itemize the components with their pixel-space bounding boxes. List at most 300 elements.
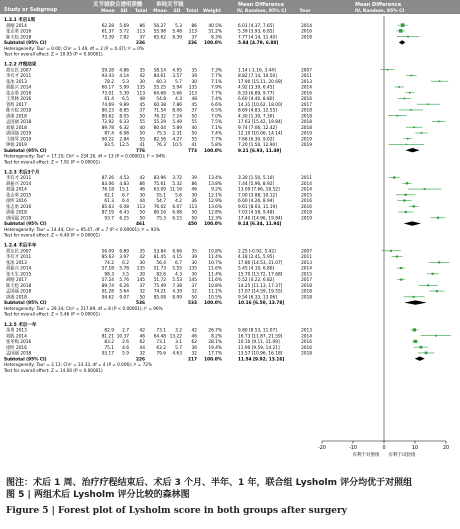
exp-sd: 5.39 xyxy=(119,91,129,97)
header-sd: SD xyxy=(120,9,128,14)
study-name: 唐朋 2018 xyxy=(6,210,27,216)
subtotal-ctl-total: 773 xyxy=(188,148,197,154)
study-weight: 7.4% xyxy=(211,131,222,137)
exp-mean: 82.9 xyxy=(104,328,114,334)
ctl-mean: 76.32 xyxy=(153,114,166,120)
study-marker xyxy=(413,296,415,298)
overall-test: Test for overall effect: Z = 6.40 (P < 0.00001) xyxy=(4,232,100,238)
study-weight: 51.2% xyxy=(208,29,222,35)
study-name: 张志勇 2016 xyxy=(6,204,32,210)
exp-total: 37 xyxy=(139,283,145,289)
study-ci: 1.14 [-1.16, 3.44] xyxy=(238,68,276,74)
exp-total: 30 xyxy=(139,193,145,199)
study-year: 2013 xyxy=(301,260,312,266)
ctl-total: 35 xyxy=(191,68,197,74)
study-weight: 28.1% xyxy=(208,340,222,345)
overall-test: Test for overall effect: Z = 14.00 (P < 0.00001) xyxy=(4,367,103,373)
study-year: 2018 xyxy=(301,295,312,301)
exp-total: 41 xyxy=(139,143,145,149)
study-marker xyxy=(424,188,426,190)
ctl-mean: 60.3 xyxy=(156,79,166,85)
study-marker xyxy=(400,279,402,281)
ctl-sd: 5.94 xyxy=(172,85,182,91)
ctl-mean: 82.56 xyxy=(153,137,166,143)
ctl-sd: 5.53 xyxy=(172,278,182,284)
ctl-total: 86 xyxy=(191,181,197,187)
subtotal-ctl-total: 533 xyxy=(188,301,197,307)
ctl-sd: 3.2 xyxy=(175,328,182,334)
study-marker xyxy=(432,273,434,275)
ctl-total: 50 xyxy=(191,295,197,301)
exp-total: 37 xyxy=(139,35,145,41)
ctl-sd: 2.31 xyxy=(172,131,182,137)
subtotal-ctl-total: 236 xyxy=(188,41,197,46)
x-tick-label: -10 xyxy=(349,446,357,451)
ctl-sd: 4.2 xyxy=(175,199,182,205)
study-ci: 9.74 [7.06, 12.42] xyxy=(238,125,277,131)
exp-sd: 4.83 xyxy=(119,181,129,187)
study-weight: 8.3% xyxy=(211,35,222,41)
exp-total: 30 xyxy=(139,272,145,278)
study-name: 张冰 2013 xyxy=(6,260,27,266)
ctl-mean: 55.98 xyxy=(153,29,166,35)
subtotal-weight: 100.0% xyxy=(204,357,222,363)
study-name: 王晓琴 2019 xyxy=(6,137,32,143)
ctl-mean: 73.1 xyxy=(156,340,166,345)
study-marker xyxy=(413,126,415,128)
study-ci: 7.03 [4.58, 9.48] xyxy=(238,210,275,216)
study-name: 徐昕 2016 xyxy=(6,199,27,205)
study-name: 张天生 2015 xyxy=(6,272,32,278)
exp-mean: 80.23 xyxy=(101,108,114,114)
header-sd-ctl: SD xyxy=(173,9,181,14)
study-weight: 11.6% xyxy=(208,278,222,284)
study-weight: 7.9% xyxy=(211,85,222,91)
exp-sd: 6.32 xyxy=(119,125,129,131)
exp-total: 32 xyxy=(139,289,145,295)
study-weight: 11.6% xyxy=(208,266,222,272)
ctl-mean: 82.6 xyxy=(156,272,166,278)
exp-mean: 59.28 xyxy=(101,68,114,74)
header-mean-ctl: Mean xyxy=(153,9,167,14)
study-weight: 12.8% xyxy=(208,210,222,216)
study-ci: 3.30 [1.50, 5.10] xyxy=(238,176,275,182)
study-marker xyxy=(406,182,408,184)
study-marker xyxy=(407,138,409,140)
study-year: 2018 xyxy=(301,351,312,357)
exp-mean: 74.69 xyxy=(101,102,114,108)
study-year: 2018 xyxy=(301,120,312,126)
exp-mean: 90.22 xyxy=(101,137,114,143)
study-name: 张志勇 2016 xyxy=(6,29,32,35)
ctl-total: 55 xyxy=(191,137,197,143)
exp-total: 32 xyxy=(139,351,145,357)
study-name: 胡刚 2014 xyxy=(6,23,27,29)
ctl-total: 42 xyxy=(191,328,197,334)
subtotal-label: Subtotal (95% CI) xyxy=(4,148,47,154)
exp-total: 35 xyxy=(139,249,145,255)
study-weight: 12.3% xyxy=(208,216,222,222)
ctl-total: 40 xyxy=(191,125,197,131)
ctl-mean: 81.45 xyxy=(153,255,166,261)
exp-mean: 74.2 xyxy=(104,260,114,266)
heterogeneity: Heterogeneity: Tau² = 17.15; Chi² = 234.30, df = 13 (P < 0.00001); I² = 94% xyxy=(4,153,166,159)
study-name: 唐朋 2018 xyxy=(6,114,27,120)
study-name: 唐朋 2018 xyxy=(6,295,27,301)
ctl-mean: 58.14 xyxy=(153,68,166,74)
subtotal-label: Subtotal (95% CI) xyxy=(4,301,47,307)
exp-total: 55 xyxy=(139,120,145,126)
study-marker xyxy=(425,352,428,355)
study-name: 张志勇 2015 xyxy=(6,193,32,199)
exp-sd: 9.07 xyxy=(119,295,129,301)
ctl-total: 32 xyxy=(191,351,197,357)
subtotal-label: Subtotal (95% CI) xyxy=(4,357,47,363)
subtotal-weight: 100.0% xyxy=(204,301,222,307)
study-year: 2014 xyxy=(301,23,312,29)
figure-note: 图注：术后 1 周、治疗疗程结束后、术后 3 个月、半年、1 年，联合组 Lysholm 评分均优于对照组 xyxy=(6,478,413,488)
forest-rows xyxy=(3,16,451,373)
ctl-sd: 7.24 xyxy=(172,114,182,120)
study-name: 李有才 2011 xyxy=(6,255,32,261)
study-name: 孟国丽 2018 xyxy=(6,351,32,357)
ctl-mean: 54.7 xyxy=(156,199,166,205)
study-marker xyxy=(396,256,398,258)
study-marker xyxy=(438,261,440,263)
study-ci: 8.82 [7.14, 10.50] xyxy=(238,74,277,80)
exp-sd: 10.37 xyxy=(116,334,129,340)
overall-test: Test for overall effect: Z = 5.46 (P < 0.00001) xyxy=(4,311,100,317)
ctl-total: 50 xyxy=(191,114,197,120)
study-name: 陈天松 2018 xyxy=(6,35,32,41)
study-weight: 10.8% xyxy=(208,283,222,289)
ctl-mean: 84.61 xyxy=(153,74,166,80)
ctl-total: 46 xyxy=(191,187,197,193)
study-weight: 13.4% xyxy=(208,176,222,182)
study-year: 2014 xyxy=(301,181,312,187)
ctl-total: 48 xyxy=(191,97,197,103)
exp-mean: 61.37 xyxy=(101,29,114,35)
ctl-sd: 8.06 xyxy=(172,108,182,114)
study-ci: 11.90 [9.59, 14.21] xyxy=(238,345,280,351)
exp-sd: 5.9 xyxy=(122,351,129,357)
study-year: 2007 xyxy=(301,249,312,255)
ctl-sd: 4.39 xyxy=(172,289,182,295)
header-md-title: Mean Difference xyxy=(238,2,285,8)
exp-total: 135 xyxy=(136,266,145,272)
ctl-sd: 11.16 xyxy=(169,187,182,193)
study-name: 胡刚 2017 xyxy=(6,278,27,284)
ctl-total: 113 xyxy=(188,29,197,35)
ctl-mean: 75.3 xyxy=(156,216,166,222)
study-year: 2018 xyxy=(301,210,312,216)
exp-total: 48 xyxy=(139,97,145,103)
study-year: 2016 xyxy=(301,340,312,345)
study-weight: 11.4% xyxy=(208,272,222,278)
subtotal-diamond xyxy=(405,148,419,152)
study-marker xyxy=(397,115,399,117)
ctl-total: 30 xyxy=(191,193,197,199)
x-tick-label: 10 xyxy=(411,446,419,451)
study-year: 2014 xyxy=(301,85,312,91)
study-marker xyxy=(399,29,403,33)
ctl-total: 113 xyxy=(188,91,197,97)
study-year: 2015 xyxy=(301,272,312,278)
study-weight: 10.7% xyxy=(208,260,222,266)
study-marker xyxy=(427,284,429,286)
ctl-mean: 79.6 xyxy=(156,351,166,357)
study-year: 2016 xyxy=(301,91,312,97)
exp-total: 30 xyxy=(139,260,145,266)
header-total-ctl: Total xyxy=(185,9,199,14)
study-marker xyxy=(405,211,407,213)
study-year: 2018 xyxy=(301,283,312,289)
study-weight: 12.9% xyxy=(208,199,222,205)
exp-sd: 5.72 xyxy=(119,29,129,35)
subtotal-ci: 9.21 [6.93, 11.49] xyxy=(238,148,282,154)
study-ci: 17.90 [15.11, 20.69] xyxy=(238,79,283,85)
subtotal-exp-total: 461 xyxy=(136,222,145,228)
study-ci: 17.40 [14.96, 19.84] xyxy=(238,216,283,222)
exp-total: 42 xyxy=(139,255,145,261)
exp-mean: 89.78 xyxy=(101,125,114,131)
study-weight: 40.5% xyxy=(208,23,222,29)
exp-total: 46 xyxy=(139,187,145,193)
exp-sd: 15.1 xyxy=(119,187,129,193)
ctl-sd: 4.63 xyxy=(172,351,182,357)
ctl-total: 30 xyxy=(191,260,197,266)
ctl-total: 50 xyxy=(191,216,197,222)
study-year: 2017 xyxy=(301,278,312,284)
header-total: Total xyxy=(134,9,148,14)
ctl-sd: 7.86 xyxy=(172,102,182,108)
exp-total: 86 xyxy=(139,181,145,187)
study-weight: 11.1% xyxy=(208,289,222,295)
ctl-total: 37 xyxy=(191,108,197,114)
header-exp-group: 关节镜联合透明质酸 xyxy=(93,2,143,8)
study-ci: 13.57 [10.96, 16.18] xyxy=(238,351,283,357)
exp-sd: 4.14 xyxy=(119,74,129,80)
ctl-total: 37 xyxy=(191,35,197,41)
exp-total: 145 xyxy=(136,278,145,284)
ctl-mean: 64.68 xyxy=(153,91,166,97)
subtotal-exp-total: 776 xyxy=(136,148,145,154)
axis-left-label: 有利于对照组 xyxy=(352,453,380,458)
study-year: 2019 xyxy=(301,137,312,143)
exp-sd: 5.76 xyxy=(119,278,129,284)
ctl-sd: 3.72 xyxy=(172,176,182,182)
exp-mean: 60.17 xyxy=(101,85,114,91)
x-tick-label: 0 xyxy=(382,446,386,451)
study-ci: 6.60 [4.26, 8.94] xyxy=(238,199,275,205)
exp-mean: 98.3 xyxy=(104,272,114,278)
study-ci: 7.66 [6.30, 9.02] xyxy=(238,137,275,143)
header-weight: Weight xyxy=(203,9,221,14)
study-weight: 9.2% xyxy=(211,187,222,193)
exp-mean: 87.4 xyxy=(104,131,114,137)
study-name: 孟国丽 2018 xyxy=(6,120,32,126)
ctl-mean: 55.1 xyxy=(156,193,166,199)
ctl-sd: 5.66 xyxy=(172,91,182,97)
study-name: 张志勇 2016 xyxy=(6,91,32,97)
ctl-mean: 85.08 xyxy=(153,295,166,301)
study-marker xyxy=(439,80,441,82)
ctl-sd: 5.7 xyxy=(175,79,182,85)
study-year: 2019 xyxy=(301,131,312,137)
exp-mean: 76.18 xyxy=(101,187,114,193)
study-name: 陈天松 2018 xyxy=(6,108,32,114)
ctl-sd: 5.49 xyxy=(172,120,182,126)
ctl-mean: 74.21 xyxy=(153,289,166,295)
study-ci: 5.45 [4.10, 6.80] xyxy=(238,266,275,272)
ctl-mean: 75.61 xyxy=(153,181,166,187)
study-name: 孟国丽 2018 xyxy=(6,289,32,295)
study-weight: 7.7% xyxy=(211,91,222,97)
study-year: 2007 xyxy=(301,68,312,74)
exp-mean: 85.63 xyxy=(101,204,114,210)
study-year: 2014 xyxy=(301,334,312,340)
study-ci: 6.01 [4.37, 7.65] xyxy=(238,23,275,29)
exp-mean: 87.19 xyxy=(101,210,114,216)
ctl-sd: 5.7 xyxy=(175,345,182,351)
ctl-sd: 3.57 xyxy=(172,74,182,80)
study-year: 2016 xyxy=(301,345,312,351)
study-name: 胡振兴 2014 xyxy=(6,266,32,272)
exp-mean: 80.62 xyxy=(101,114,114,120)
ctl-total: 55 xyxy=(191,120,197,126)
study-weight: 12.1% xyxy=(208,193,222,199)
study-name: 胡友民 2007 xyxy=(6,68,32,74)
subgroup-title: 1.2.3 术后3个月 xyxy=(4,170,40,176)
study-weight: 7.3% xyxy=(211,68,222,74)
study-marker xyxy=(437,217,439,219)
study-name: 余勇 2013 xyxy=(6,328,27,334)
subtotal-ci: 9.14 [6.34, 11.94] xyxy=(238,222,282,228)
ctl-total: 50 xyxy=(191,131,197,137)
study-weight: 19.4% xyxy=(208,345,222,351)
ctl-total: 39 xyxy=(191,74,197,80)
ctl-mean: 63.2 xyxy=(156,345,166,351)
study-ci: 9.54 [6.33, 13.06] xyxy=(238,295,277,301)
exp-mean: 83.5 xyxy=(104,143,114,149)
study-name: 陈天松 2018 xyxy=(6,283,32,289)
ctl-mean: 65.62 xyxy=(153,35,166,41)
study-marker xyxy=(413,205,415,207)
study-year: 2016 xyxy=(301,204,312,210)
study-marker xyxy=(420,346,423,349)
overall-test: Test for overall effect: Z = 7.91 (P < 0.00001) xyxy=(4,159,100,165)
exp-mean: 83.06 xyxy=(101,181,114,187)
ctl-total: 145 xyxy=(188,278,197,284)
exp-sd: 6.26 xyxy=(119,283,129,289)
study-year: 2015 xyxy=(301,193,312,199)
exp-sd: 6.4 xyxy=(122,199,129,205)
ctl-sd: 5.3 xyxy=(175,23,182,29)
exp-total: 50 xyxy=(139,295,145,301)
exp-total: 55 xyxy=(139,137,145,143)
heterogeneity: Heterogeneity: Tau² = 14.44; Chi² = 95.47, df = 7 (P < 0.00001); I² = 93% xyxy=(4,226,160,232)
ctl-sd: 6.7 xyxy=(175,260,182,266)
exp-total: 40 xyxy=(139,125,145,131)
study-ci: 7.44 [5.96, 8.92] xyxy=(238,181,275,187)
study-marker xyxy=(404,98,406,100)
study-ci: 14.25 [11.13, 17.37] xyxy=(238,283,283,289)
exp-sd: 3.5 xyxy=(122,272,129,278)
header-year: Year xyxy=(299,9,311,14)
ctl-sd: 6.07 xyxy=(172,204,182,210)
ctl-sd: 3.1 xyxy=(175,340,182,345)
ctl-total: 62 xyxy=(191,340,197,345)
header-study: Study or Subgroup xyxy=(4,7,58,13)
study-ci: 14.31 [10.62, 18.00] xyxy=(238,102,283,108)
ctl-sd: 8.39 xyxy=(172,35,182,41)
subtotal-diamond xyxy=(404,221,421,225)
exp-mean: 94.62 xyxy=(101,295,114,301)
exp-total: 30 xyxy=(139,79,145,85)
study-marker xyxy=(387,69,389,71)
exp-sd: 2.7 xyxy=(122,328,129,334)
exp-total: 50 xyxy=(139,216,145,222)
ctl-sd: 5.6 xyxy=(175,193,182,199)
exp-total: 45 xyxy=(139,102,145,108)
exp-sd: 4.53 xyxy=(119,176,129,182)
study-weight: 17.7% xyxy=(208,351,222,357)
exp-total: 135 xyxy=(136,85,145,91)
study-marker xyxy=(398,86,400,88)
exp-sd: 6.98 xyxy=(119,131,129,137)
ctl-sd: 4.3 xyxy=(175,97,182,103)
exp-mean: 87.26 xyxy=(101,176,114,182)
study-marker xyxy=(403,199,405,201)
exp-mean: 73.39 xyxy=(101,35,114,41)
study-year: 2018 xyxy=(301,125,312,131)
ctl-mean: 75.49 xyxy=(153,283,166,289)
study-ci: 4.92 [3.39, 6.45] xyxy=(238,85,275,91)
study-ci: 5.39 [3.93, 6.85] xyxy=(238,29,275,35)
exp-total: 35 xyxy=(139,68,145,74)
study-marker xyxy=(421,132,423,134)
study-year: 2014 xyxy=(301,266,312,272)
subtotal-weight: 100.0% xyxy=(204,41,222,46)
study-marker xyxy=(438,121,440,123)
header-mean: Mean xyxy=(101,9,115,14)
study-ci: 17.07 [14.59, 19.55] xyxy=(238,289,283,295)
study-weight: 5.8% xyxy=(211,143,222,149)
ctl-total: 30 xyxy=(191,272,197,278)
exp-sd: 6.25 xyxy=(119,216,129,222)
subtotal-weight: 100.0% xyxy=(204,222,222,228)
ctl-sd: 4.95 xyxy=(172,68,182,74)
ctl-sd: 5.89 xyxy=(172,125,182,131)
study-marker xyxy=(405,194,407,196)
ctl-sd: 5.48 xyxy=(172,29,182,35)
ctl-mean: 75.3 xyxy=(156,131,166,137)
exp-sd: 12.5 xyxy=(119,143,129,149)
subtotal-exp-total: 226 xyxy=(136,357,145,363)
exp-mean: 81.21 xyxy=(101,334,114,340)
ctl-sd: 5.32 xyxy=(172,181,182,187)
ctl-sd: 5.55 xyxy=(172,266,182,272)
exp-total: 62 xyxy=(139,340,145,345)
exp-total: 50 xyxy=(139,114,145,120)
ctl-mean: 71.54 xyxy=(153,108,166,114)
study-ci: 7.20 [1.50, 12.90] xyxy=(238,143,277,149)
study-year: 2019 xyxy=(301,143,312,149)
exp-mean: 57.18 xyxy=(101,266,114,272)
ctl-mean: 76.3 xyxy=(156,143,166,149)
ctl-mean: 55.25 xyxy=(153,85,166,91)
exp-total: 37 xyxy=(139,108,145,114)
